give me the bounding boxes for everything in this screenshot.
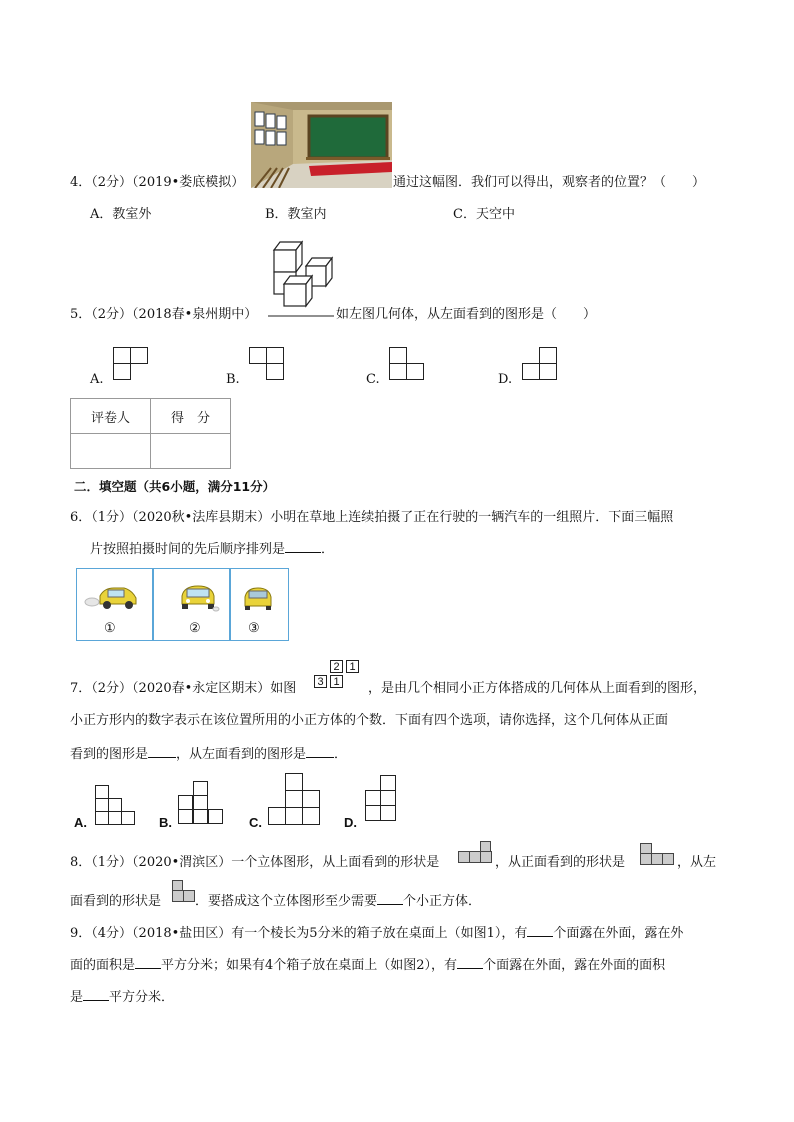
q7-line-3-c: ． [334, 747, 348, 762]
q5-option-c-label[interactable]: C. [366, 372, 380, 387]
score-table-header-grader: 评卷人 [71, 399, 151, 434]
score-table-cell-grader[interactable] [71, 434, 151, 469]
score-table [70, 398, 231, 469]
q5-cube-figure [268, 240, 334, 318]
q9-blank-4[interactable] [83, 987, 109, 1001]
q7-line-1-suffix: ，是由几个相同小正方体搭成的几何体从上面看到的图形， [368, 681, 707, 696]
q6-car-photo-3 [241, 584, 275, 612]
q8-answer-blank[interactable] [377, 891, 403, 905]
q7-front-view-blank[interactable] [148, 744, 176, 758]
q7-grid-cell: 1 [330, 675, 343, 688]
q6-car-photo-1 [84, 584, 140, 612]
q6-line-2 [90, 539, 334, 559]
q6-car-photo-2 [176, 582, 220, 612]
q7-line-2: 小正方形内的数字表示在该位置所用的小正方体的个数．下面有四个选项，请你选择，这个几何体从正面 [70, 713, 669, 728]
q6-photo-label-1: ① [104, 621, 116, 636]
q9-line-1 [70, 923, 683, 943]
q4-option-b[interactable]: B．教室内 [265, 207, 327, 222]
q9-line-3 [70, 987, 174, 1007]
q7-option-c-label[interactable]: C. [249, 815, 262, 830]
q8-line-1-a: 8．（1分）（2020•渭滨区）一个立体图形，从上面看到的形状是 [70, 855, 440, 870]
q5-option-b-label[interactable]: B. [226, 372, 240, 387]
q7-option-b-label[interactable]: B. [159, 815, 172, 830]
q9-line-3-b: 平方分米． [109, 990, 175, 1005]
q6-line-1: 6．（1分）（2020秋•法库县期末）小明在草地上连续拍摄了正在行驶的一辆汽车的一组照片．下面三幅照 [70, 510, 674, 525]
q4-option-c[interactable]: C．天空中 [453, 207, 515, 222]
q9-blank-3[interactable] [457, 955, 483, 969]
score-table-header-score: 得 分 [151, 399, 231, 434]
q5-stem-suffix: 如左图几何体，从左面看到的图形是（ ） [336, 307, 597, 322]
q8-line-1-b: ，从正面看到的形状是 [495, 855, 626, 870]
q7-option-d-label[interactable]: D. [344, 815, 357, 830]
q6-line-2-suffix: ． [321, 542, 335, 557]
q9-line-2 [70, 955, 665, 975]
q7-line-3 [70, 744, 347, 764]
q4-option-a[interactable]: A．教室外 [90, 207, 152, 222]
q6-line-2-prefix: 片按照拍摄时间的先后顺序排列是 [90, 542, 286, 557]
q9-blank-1[interactable] [527, 923, 553, 937]
q8-line-2-a: 面看到的形状是 [70, 894, 162, 909]
q8-line-2 [70, 891, 481, 911]
q7-grid-cell: 1 [346, 660, 359, 673]
q9-line-2-a: 面的面积是 [70, 958, 136, 973]
q6-photo-label-3: ③ [248, 621, 260, 636]
q9-line-1-b: 个面露在外面，露在外 [553, 926, 684, 941]
q5-option-a-label[interactable]: A. [90, 372, 104, 387]
score-table-cell-score[interactable] [151, 434, 231, 469]
q9-line-1-a: 9．（4分）（2018•盐田区）有一个棱长为5分米的箱子放在桌面上（如图1），有 [70, 926, 528, 941]
q7-option-a-label[interactable]: A. [74, 815, 87, 830]
q7-grid-cell: 2 [330, 660, 343, 673]
q9-line-3-a: 是 [70, 990, 84, 1005]
q8-line-1-c: ，从左 [677, 855, 717, 870]
q5-stem-prefix: 5．（2分）（2018春•泉州期中） [70, 307, 258, 322]
q7-line-3-a: 看到的图形是 [70, 747, 149, 762]
q6-answer-blank[interactable] [285, 539, 321, 553]
q6-photo-label-2: ② [189, 621, 201, 636]
q9-blank-2[interactable] [135, 955, 161, 969]
q4-stem [70, 174, 244, 192]
q9-line-2-c: 个面露在外面，露在外面的面积 [483, 958, 666, 973]
q7-left-view-blank[interactable] [306, 744, 334, 758]
section-2-title: 二．填空题（共6小题，满分11分） [74, 479, 276, 494]
q4-stem-suffix: 通过这幅图．我们可以得出，观察者的位置？（ ） [393, 175, 706, 190]
q5-option-d-label[interactable]: D. [498, 372, 513, 387]
q4-stem-prefix: 4．（2分）（2019•娄底模拟） [70, 175, 245, 190]
q8-line-2-b: ．要搭成这个立体图形至少需要 [195, 894, 378, 909]
q8-line-2-c: 个小正方体． [403, 894, 482, 909]
q7-line-3-b: ，从左面看到的图形是 [176, 747, 307, 762]
classroom-image [251, 102, 392, 188]
q9-line-2-b: 平方分米；如果有4个箱子放在桌面上（如图2），有 [161, 958, 458, 973]
q7-grid-cell: 3 [314, 675, 327, 688]
q7-line-1-prefix: 7．（2分）（2020春•永定区期末）如图 [70, 681, 297, 696]
